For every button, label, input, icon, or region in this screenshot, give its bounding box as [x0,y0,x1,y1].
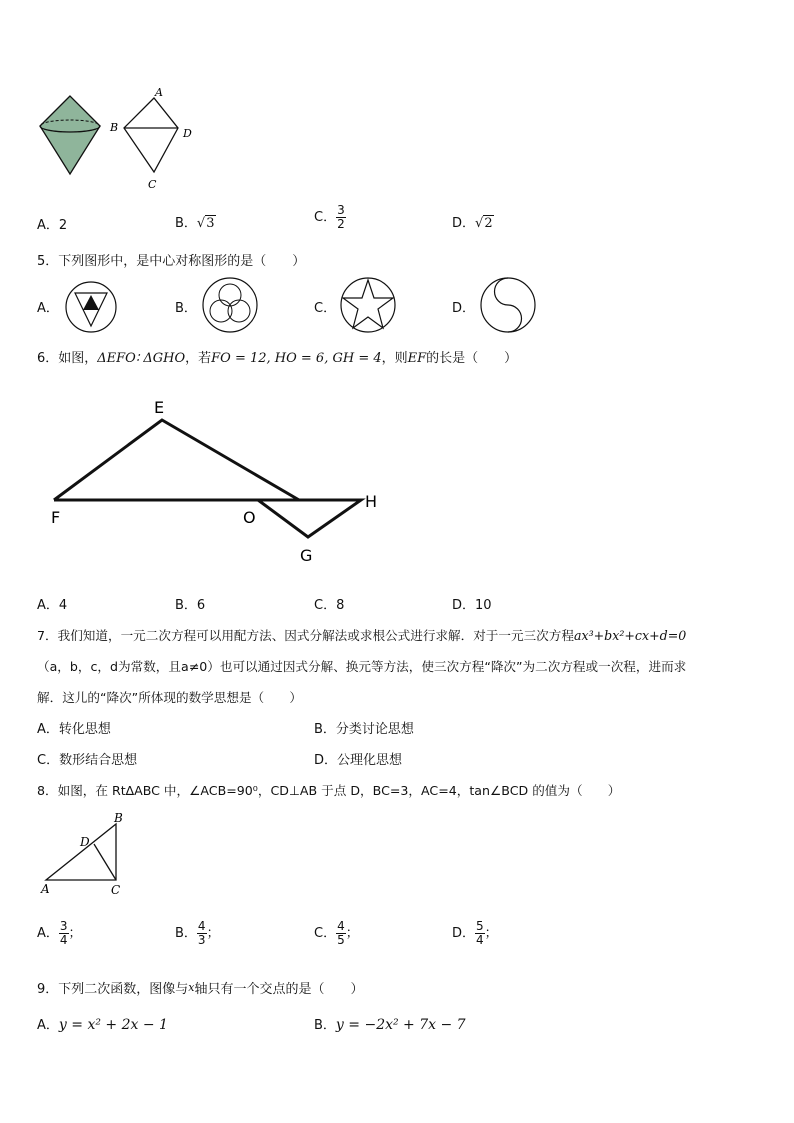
option-letter: A． [37,218,59,233]
star-in-circle-icon [339,276,397,334]
q8-label-c: C [111,883,121,897]
q7-stem-line1: 7．我们知道，一元二次方程可以用配方法、因式分解法或求根公式进行求解．对于一元三次方程ax³+bx²+cx+d=0 [37,628,687,643]
q5-option-c[interactable] [314,297,336,316]
kite-label-a: A [155,86,163,99]
q6-label-e: E [154,398,165,417]
sqrt-value: √2 [475,216,493,231]
q6-stem: 6．如图，ΔEFO∶ ΔGHO，若FO = 12, HO = 6, GH = 4，则EF的长是（ ） [37,351,518,366]
q7-option-b[interactable]: B．分类讨论思想 [314,722,414,737]
q8-right-triangle-figure [38,808,138,900]
q8-label-a: A [41,882,50,896]
q6-label-o: O [243,508,256,527]
option-value: 2 [58,218,68,233]
q8-option-a[interactable]: A． $\frac{3}{4}$ ； [37,919,82,947]
q8-label-b: B [114,811,123,825]
trefoil-in-circle-icon [201,276,259,334]
q7-stem-line2: （a，b，c，d为常数，且a≠0）也可以通过因式分解、换元等方法，使三次方程“降次”为二次方程或一次程，进而求 [37,659,687,674]
q6-option-a[interactable]: A．4 [37,598,68,613]
sqrt-value: √3 [196,216,215,231]
q6-option-d[interactable]: D．10 [452,598,492,613]
q8-option-b[interactable]: B． $\frac{4}{3}$ ； [175,919,220,947]
q4-option-c[interactable] [314,204,346,231]
q7-option-d[interactable]: D．公理化思想 [314,753,403,768]
q5-option-b[interactable] [175,297,197,316]
q5-option-a[interactable] [37,297,59,316]
q6-label-f: F [51,508,61,527]
option-letter: C． [314,301,337,316]
q7-option-a[interactable]: A．转化思想 [37,722,111,737]
kite-label-d: D [183,127,192,140]
option-letter: B． [175,301,197,316]
fraction: $\frac{3}{2}$ [337,203,345,231]
q9-stem: 9．下列二次函数，图像与x轴只有一个交点的是（ ） [37,981,364,997]
q8-option-d[interactable]: D． $\frac{5}{4}$ ； [452,919,498,947]
q8-label-d: D [80,835,90,849]
q4-option-b[interactable] [175,212,216,231]
kite-label-c: C [148,178,157,191]
triangle-in-circle-icon [64,280,118,334]
q6-option-b[interactable]: B．6 [175,598,206,613]
yin-yang-icon [479,276,537,334]
q4-option-a[interactable] [37,214,67,233]
q7-option-c[interactable]: C．数形结合思想 [37,753,138,768]
q9-option-a[interactable]: A．y = x² + 2x − 1 [37,1017,168,1033]
q4-kite-figure [108,84,198,192]
option-letter: A． [37,301,59,316]
q8-stem: 8．如图，在 Rt∆ABC 中，∠ACB=90⁰，CD⊥AB 于点 D，BC=3，AC=4，tan∠BCD 的值为（ ） [37,783,621,798]
option-letter: B． [175,216,197,231]
q7-stem-line3: 解．这儿的“降次”所体现的数学思想是（ ） [37,690,302,705]
q5-option-d[interactable] [452,297,475,316]
option-letter: D． [452,301,476,316]
kite-label-b: B [110,121,119,134]
q8-option-c[interactable]: C． $\frac{4}{5}$ ； [314,919,359,947]
option-letter: D． [452,216,476,231]
q5-stem: 5．下列图形中，是中心对称图形的是（ ） [37,254,306,269]
q6-label-g: G [300,546,313,565]
q4-double-cone-figure [36,92,104,180]
q9-option-b[interactable]: B．y = −2x² + 7x − 7 [314,1017,466,1033]
option-letter: C． [314,210,337,225]
q6-option-c[interactable]: C．8 [314,598,345,613]
q6-label-h: H [365,492,378,511]
q4-option-d[interactable] [452,212,494,231]
q6-triangles-figure [40,392,390,567]
